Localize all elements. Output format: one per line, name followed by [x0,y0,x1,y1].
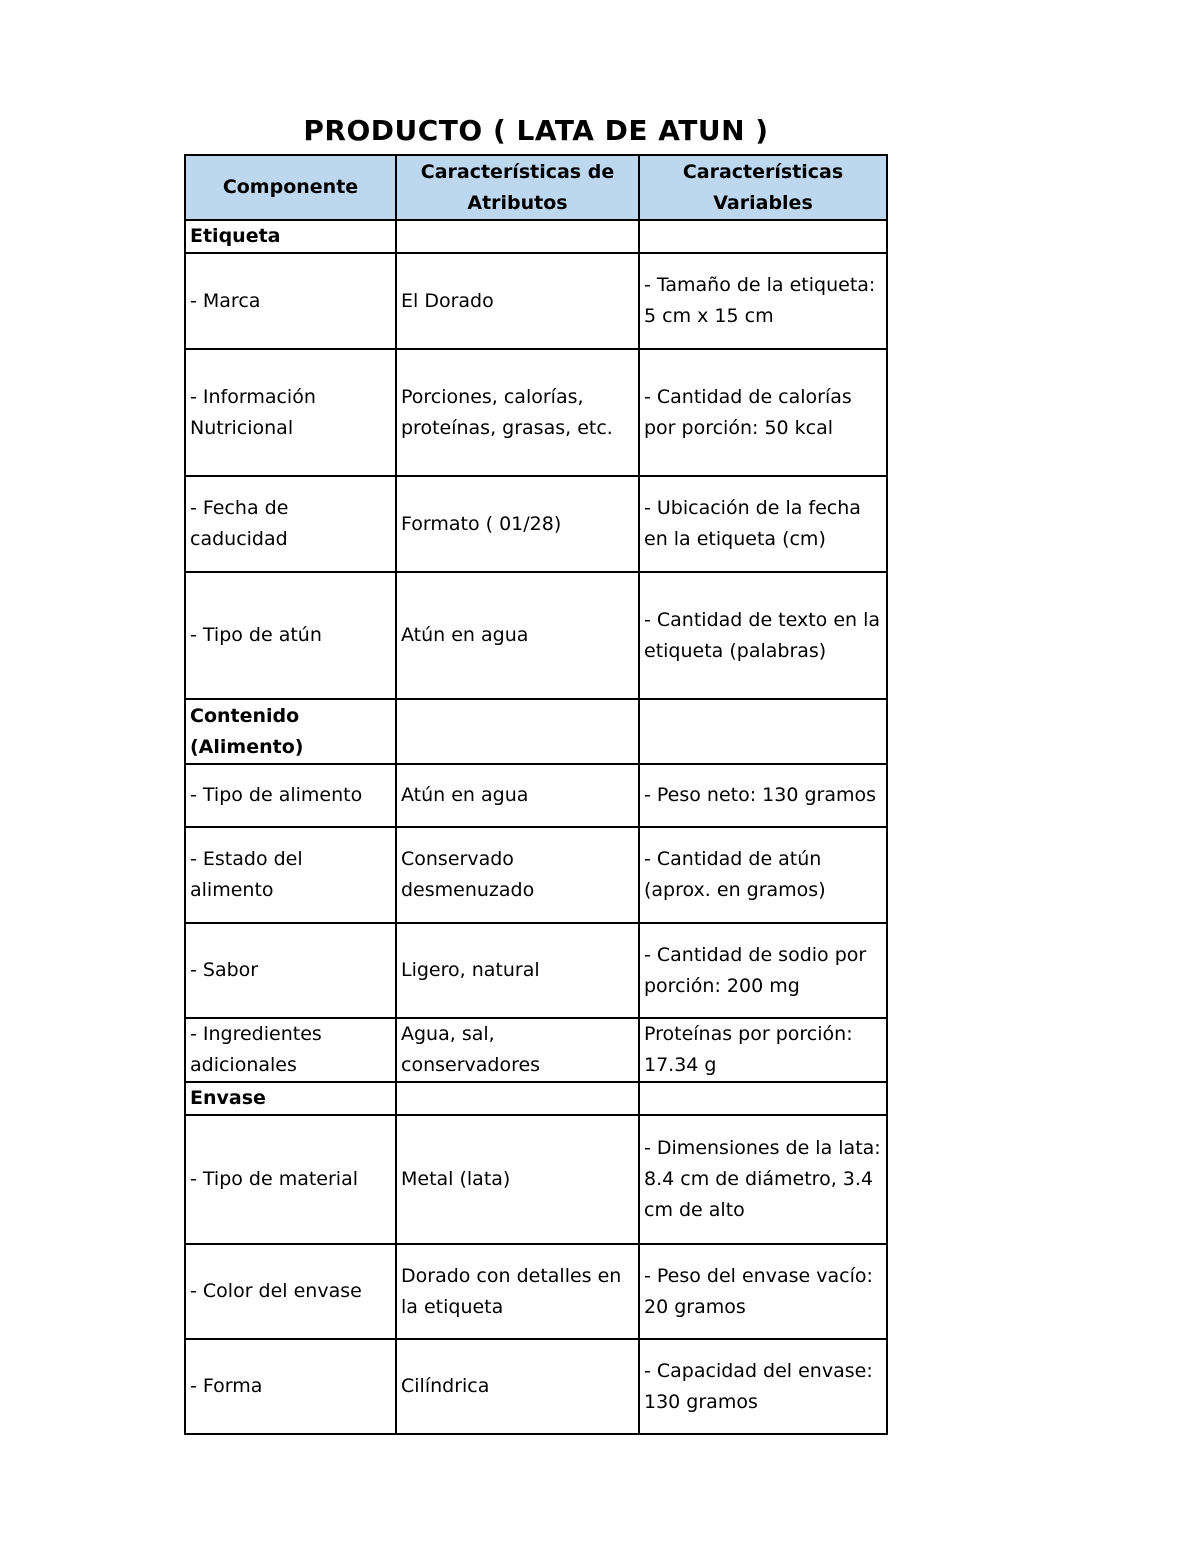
table-row [185,476,887,572]
table-row [185,349,887,476]
table-cell: Atún en agua [396,764,639,827]
table-cell [396,1082,639,1115]
table-header-row [185,155,887,220]
table-cell: Proteínas por porción: 17.34 g [639,1018,887,1082]
table-cell: - Marca [185,253,396,349]
table-row [185,572,887,699]
table-cell [639,699,887,764]
table-cell: - Información Nutricional [185,349,396,476]
table-row [185,253,887,349]
table-cell: - Peso neto: 130 gramos [639,764,887,827]
document-title: PRODUCTO ( LATA DE ATUN ) [303,114,769,147]
table-cell: Envase [185,1082,396,1115]
table-cell: - Fecha de caducidad [185,476,396,572]
table-cell: - Estado del alimento [185,827,396,923]
table-row [185,764,887,827]
table-cell: - Tamaño de la etiqueta: 5 cm x 15 cm [639,253,887,349]
table-cell: - Ingredientes adicionales [185,1018,396,1082]
table-cell: Dorado con detalles en la etiqueta [396,1244,639,1339]
table-cell: - Forma [185,1339,396,1434]
table-row [185,1018,887,1082]
table-row [185,1339,887,1434]
section-row-contenido [185,699,887,764]
table-cell: Conservado desmenuzado [396,827,639,923]
table-cell: - Cantidad de atún (aprox. en gramos) [639,827,887,923]
header-componente: Componente [185,155,396,220]
table-cell: - Peso del envase vacío: 20 gramos [639,1244,887,1339]
table-cell: - Tipo de material [185,1115,396,1244]
table-cell: Atún en agua [396,572,639,699]
table-cell [396,220,639,253]
table-cell: - Tipo de alimento [185,764,396,827]
table-cell: - Tipo de atún [185,572,396,699]
table-cell: - Sabor [185,923,396,1018]
table-cell: Formato ( 01/28) [396,476,639,572]
table-cell: Cilíndrica [396,1339,639,1434]
table-cell: - Cantidad de sodio por porción: 200 mg [639,923,887,1018]
table-cell: - Capacidad del envase: 130 gramos [639,1339,887,1434]
table-cell: Ligero, natural [396,923,639,1018]
table-cell: - Cantidad de texto en la etiqueta (palabras) [639,572,887,699]
section-row-envase [185,1082,887,1115]
table-cell: Etiqueta [185,220,396,253]
table-cell: Agua, sal, conservadores [396,1018,639,1082]
table-row [185,1115,887,1244]
table-cell: El Dorado [396,253,639,349]
section-row-etiqueta [185,220,887,253]
table-row [185,923,887,1018]
table-cell: Porciones, calorías, proteínas, grasas, etc. [396,349,639,476]
header-caracteristicas-atributos: Características de Atributos [396,155,639,220]
table-row [185,827,887,923]
product-table [184,154,888,1435]
table-cell: - Ubicación de la fecha en la etiqueta (cm) [639,476,887,572]
header-caracteristicas-variables: Características Variables [639,155,887,220]
table-cell: - Color del envase [185,1244,396,1339]
table-cell [396,699,639,764]
table-row [185,1244,887,1339]
table-cell [639,220,887,253]
table-cell [639,1082,887,1115]
table-cell: - Cantidad de calorías por porción: 50 kcal [639,349,887,476]
table-cell: Contenido (Alimento) [185,699,396,764]
table-cell: Metal (lata) [396,1115,639,1244]
table-cell: - Dimensiones de la lata: 8.4 cm de diámetro, 3.4 cm de alto [639,1115,887,1244]
